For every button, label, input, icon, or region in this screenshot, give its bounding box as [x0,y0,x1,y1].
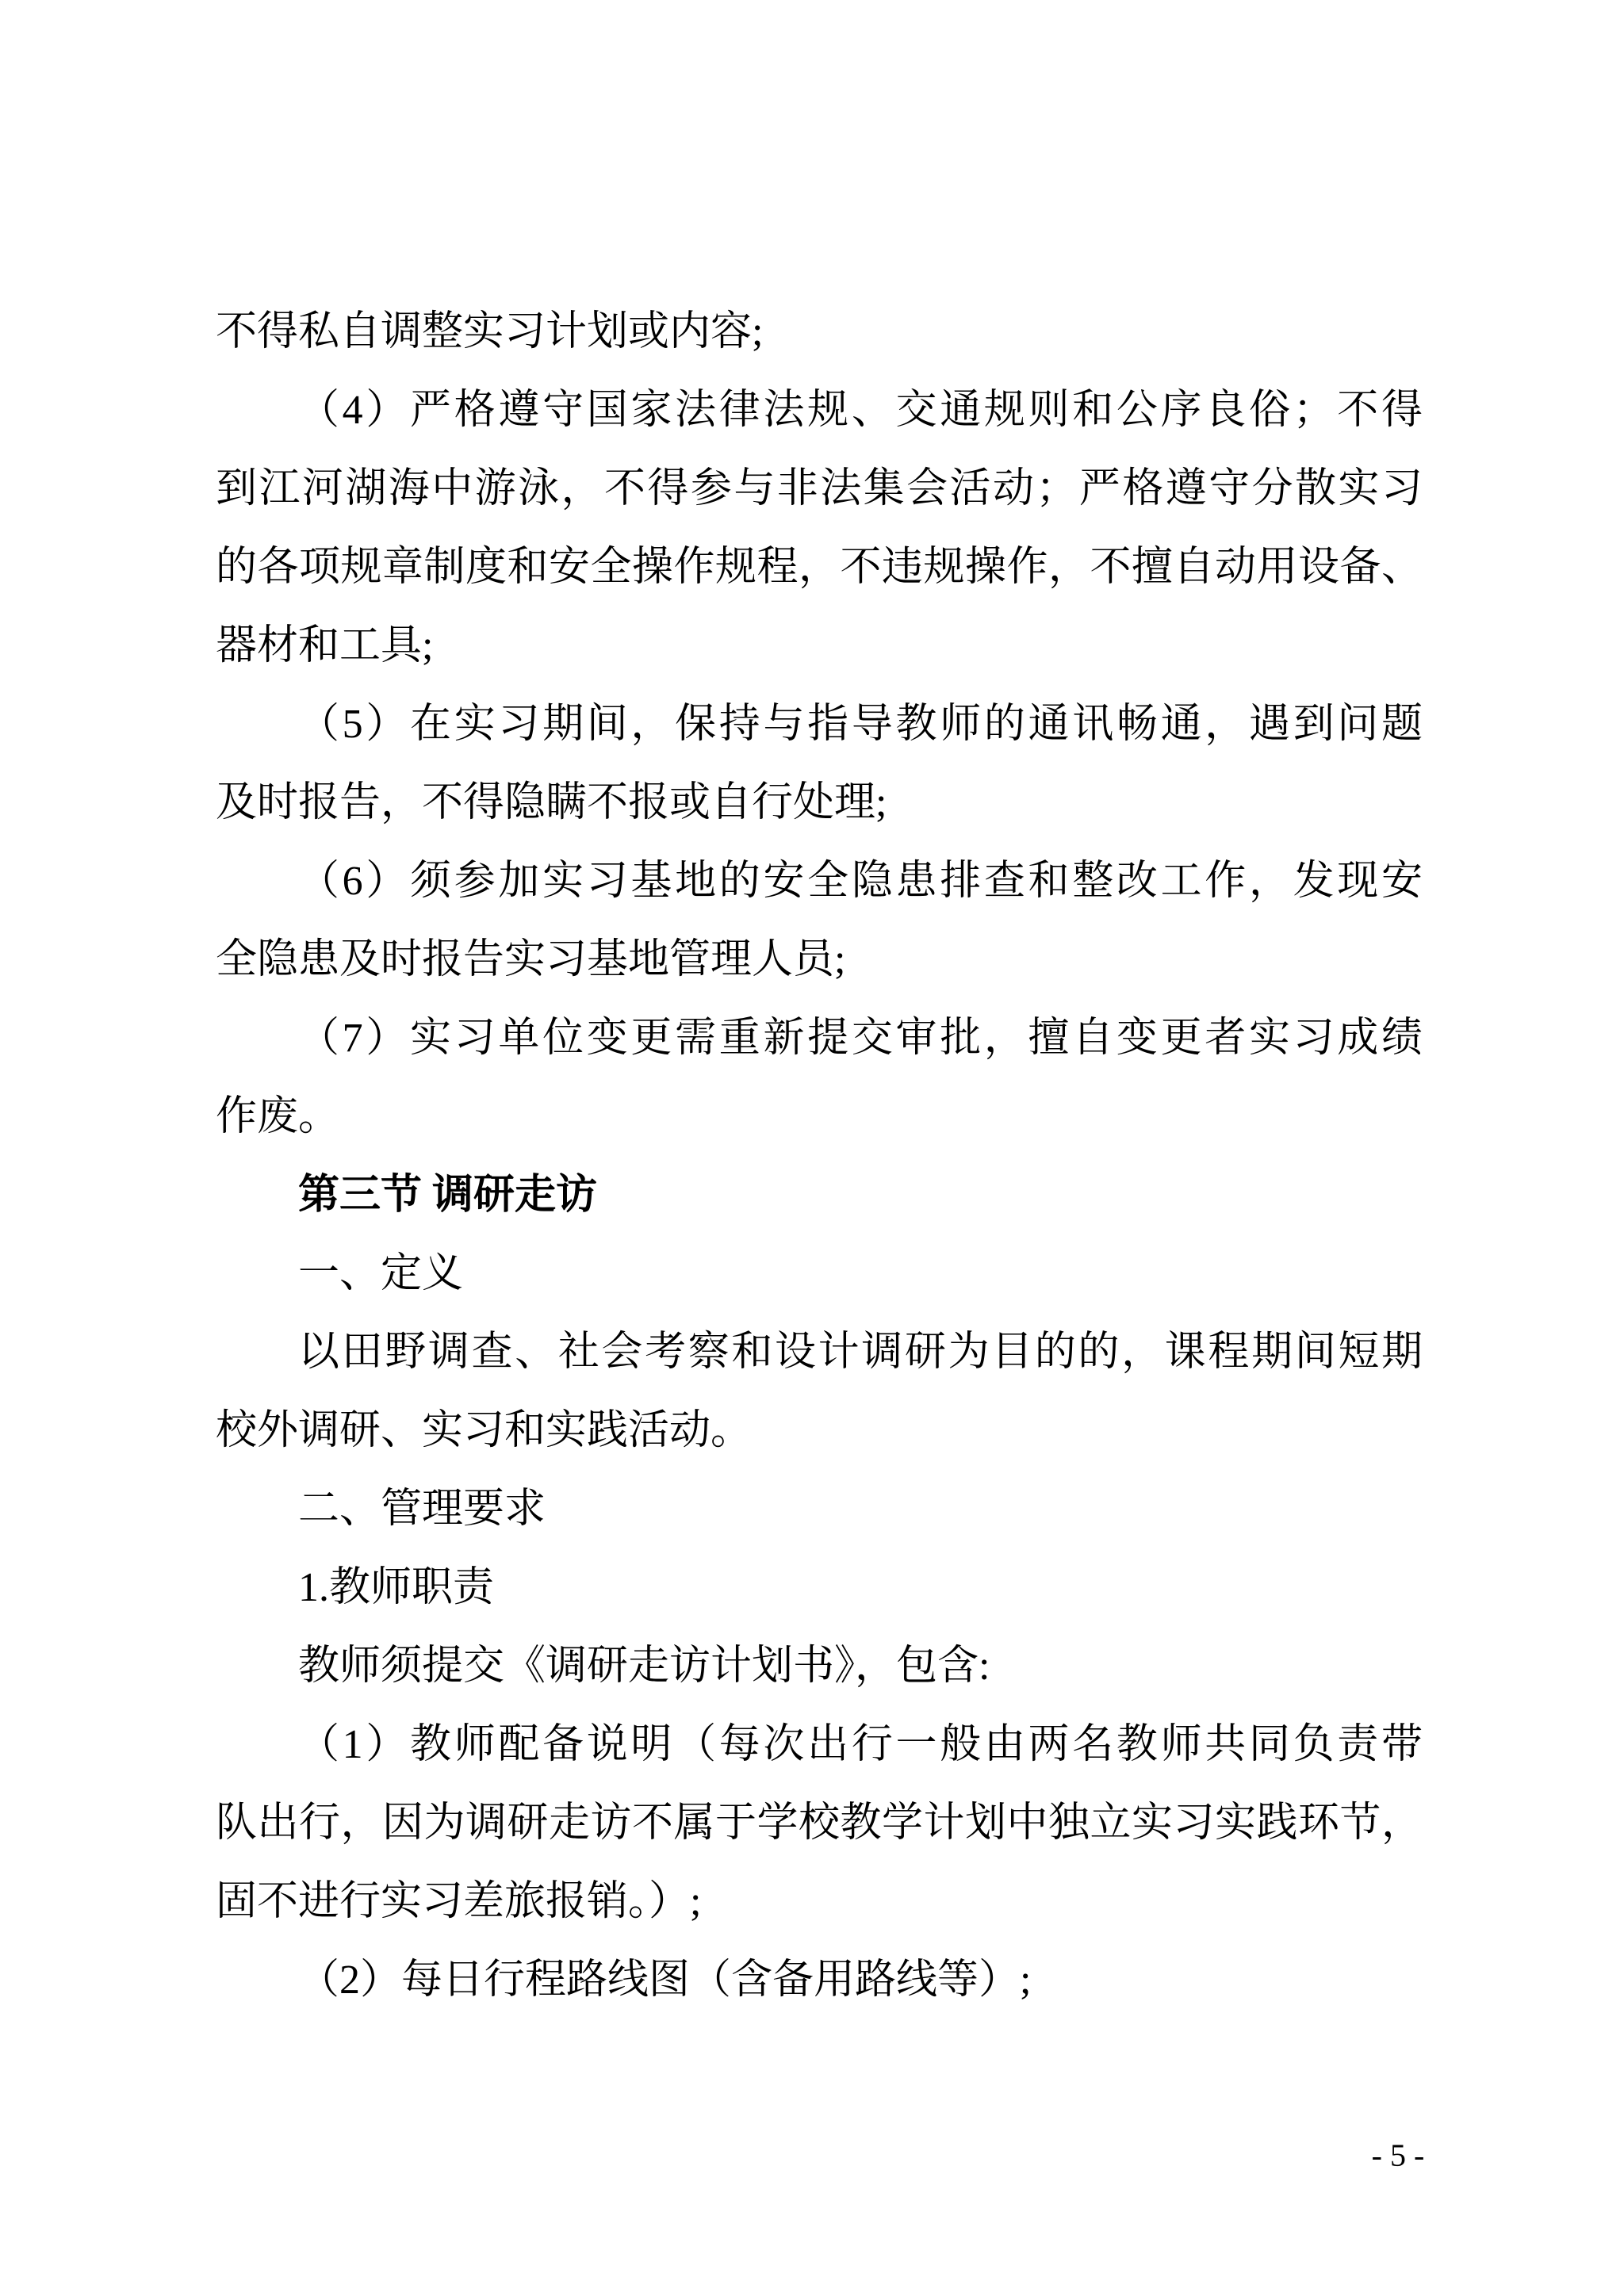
text-line: 到江河湖海中游泳，不得参与非法集会活动；严格遵守分散实习 [216,466,1423,511]
text-line: 二、管理要求 [298,1487,546,1532]
text-line: （1）教师配备说明（每次出行一般由两名教师共同负责带 [298,1722,1423,1767]
text-line: （6）须参加实习基地的安全隐患排查和整改工作，发现安 [298,859,1423,904]
text-line: （7）实习单位变更需重新提交审批，擅自变更者实习成绩 [298,1016,1423,1061]
text-line: （2）每日行程路线图（含备用路线等）; [298,1957,1032,2003]
text-line: 队出行，因为调研走访不属于学校教学计划中独立实习实践环节， [216,1800,1423,1846]
text-line: 及时报告，不得隐瞒不报或自行处理; [216,780,887,825]
text-line: （4）严格遵守国家法律法规、交通规则和公序良俗；不得 [298,388,1423,433]
text-line: （5）在实习期间，保持与指导教师的通讯畅通，遇到问题 [298,702,1423,747]
text-line: 1.教师职责 [298,1565,495,1610]
text-line: 校外调研、实习和实践活动。 [216,1408,753,1453]
text-line: 固不进行实习差旅报销。）; [216,1879,702,1924]
text-line: 以田野调查、社会考察和设计调研为目的的，课程期间短期 [298,1330,1423,1375]
body-text [216,293,1423,2019]
section-heading: 第三节 调研走访 [298,1173,598,1218]
text-line: 全隐患及时报告实习基地管理人员; [216,937,846,982]
text-line: 教师须提交《调研走访计划书》，包含: [298,1644,990,1689]
text-line: 作废。 [216,1094,340,1139]
text-line: 一、定义 [298,1251,464,1296]
text-line: 的各项规章制度和安全操作规程，不违规操作，不擅自动用设备、 [216,545,1423,590]
page-number: - 5 - [1371,2137,1425,2173]
text-line: 器材和工具; [216,623,434,668]
text-line: 不得私自调整实习计划或内容; [216,309,764,354]
